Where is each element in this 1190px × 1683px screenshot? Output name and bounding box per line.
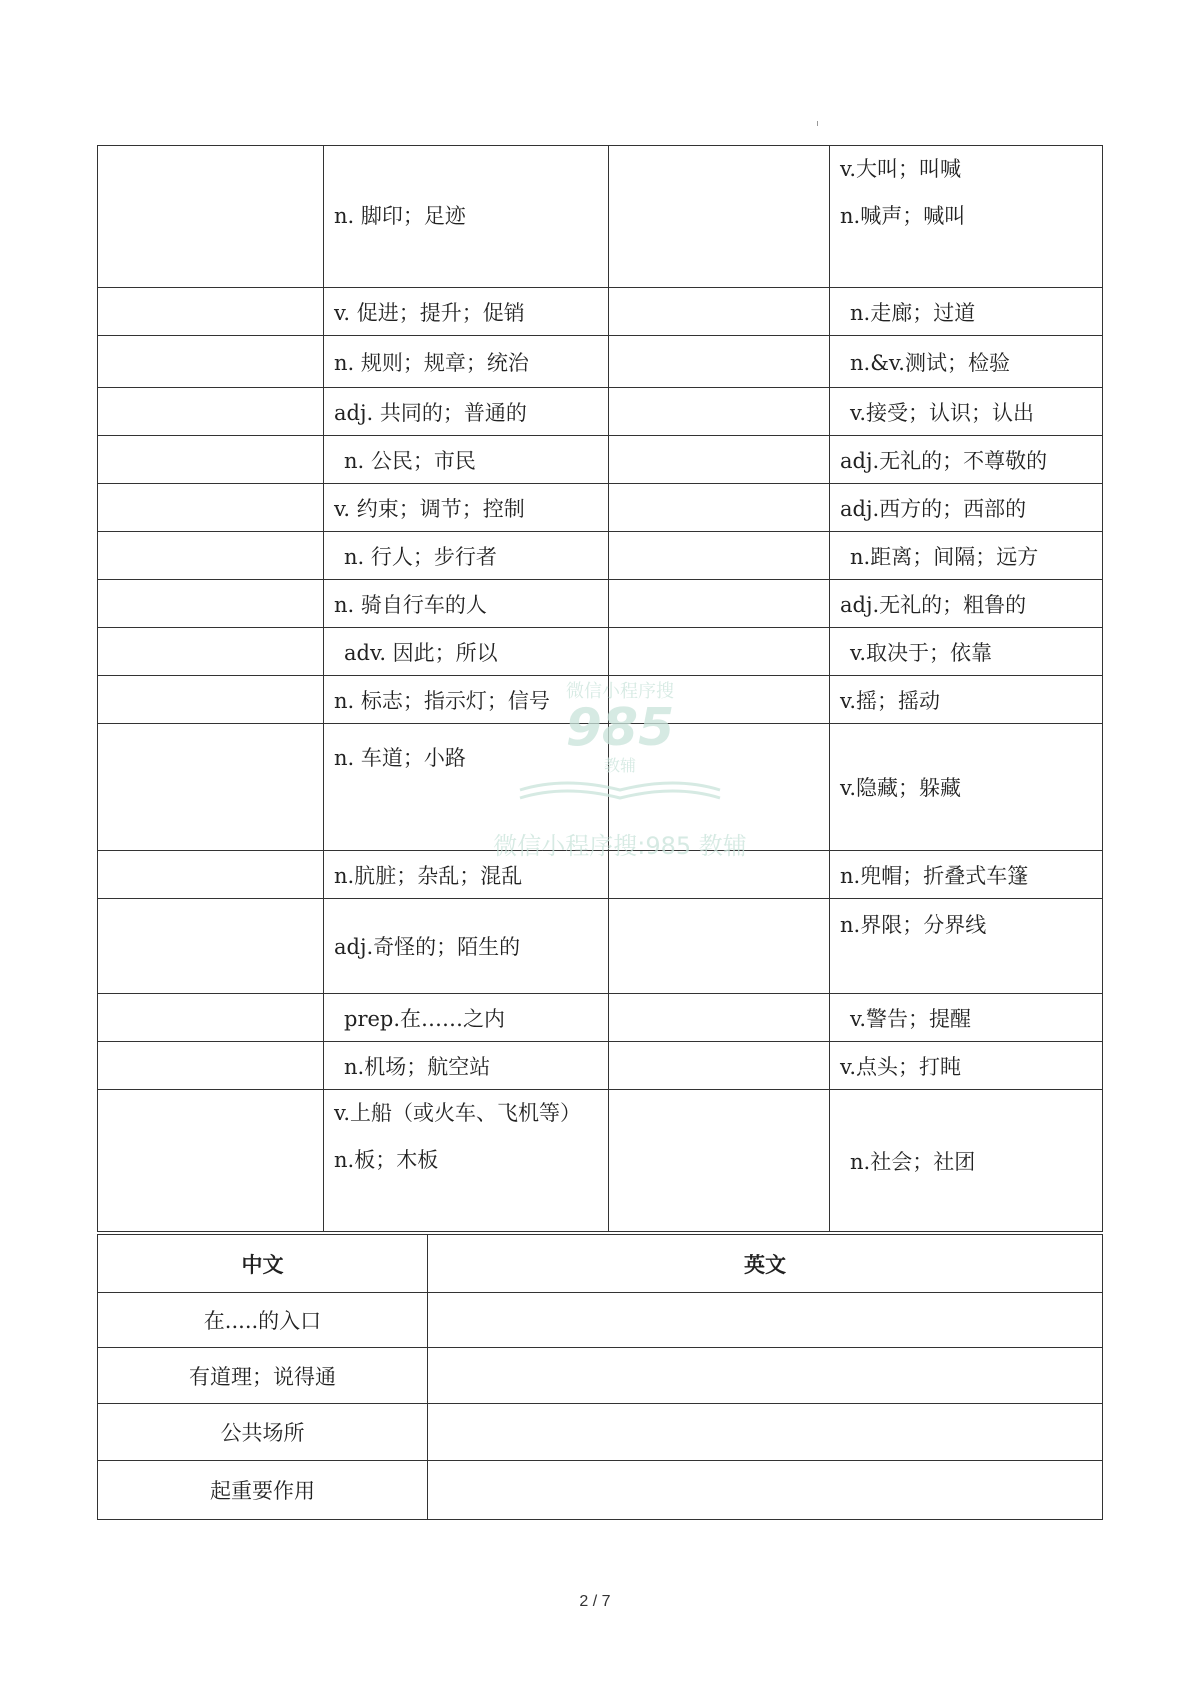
- definition-text: adj. 共同的；普通的: [334, 400, 527, 425]
- phrase-row: [98, 1348, 1103, 1404]
- phrase-chinese: 公共场所: [98, 1404, 428, 1461]
- vocab-row: [98, 580, 1103, 628]
- phrase-chinese: 起重要作用: [98, 1461, 428, 1520]
- english-column-header: 英文: [428, 1235, 1103, 1293]
- definition-cell: [324, 851, 609, 899]
- definition-cell: [324, 1042, 609, 1090]
- definition-cell: [324, 146, 609, 288]
- definition-cell: [324, 628, 609, 676]
- definition-cell: [830, 146, 1103, 288]
- phrase-english-answer[interactable]: [428, 1293, 1103, 1348]
- phrase-english-answer[interactable]: [428, 1404, 1103, 1461]
- answer-cell[interactable]: [609, 851, 830, 899]
- answer-cell[interactable]: [98, 484, 324, 532]
- answer-cell[interactable]: [98, 436, 324, 484]
- watermark-logo-number: 985: [565, 698, 675, 758]
- vocab-row: [98, 288, 1103, 336]
- definition-cell: [830, 724, 1103, 851]
- answer-cell[interactable]: [98, 1042, 324, 1090]
- answer-cell[interactable]: [609, 288, 830, 336]
- definition-text: n.肮脏；杂乱；混乱: [334, 863, 523, 888]
- phrase-chinese: 有道理；说得通: [98, 1348, 428, 1404]
- definition-cell: [830, 1090, 1103, 1232]
- definition-cell: [324, 288, 609, 336]
- answer-cell[interactable]: [609, 994, 830, 1042]
- answer-cell[interactable]: [609, 1042, 830, 1090]
- answer-cell[interactable]: [609, 336, 830, 388]
- definition-text: n. 骑自行车的人: [334, 592, 487, 617]
- vocab-row: [98, 851, 1103, 899]
- vocab-row: [98, 628, 1103, 676]
- answer-cell[interactable]: [609, 676, 830, 724]
- definition-text: n.距离；间隔；远方: [850, 544, 1039, 569]
- watermark-small-text: 微信小程序搜: [566, 681, 674, 702]
- definition-text: v. 约束；调节；控制: [334, 496, 525, 521]
- definition-text: n.机场；航空站: [344, 1054, 491, 1079]
- definition-cell: [830, 1042, 1103, 1090]
- vocabulary-table: [97, 145, 1103, 1232]
- definition-text: n.兜帽；折叠式车篷: [840, 863, 1029, 888]
- answer-cell[interactable]: [609, 484, 830, 532]
- definition-cell: [324, 336, 609, 388]
- definition-text: n.喊声；喊叫: [840, 204, 966, 228]
- answer-cell[interactable]: [609, 436, 830, 484]
- answer-cell[interactable]: [98, 899, 324, 994]
- definition-text: v. 促进；提升；促销: [334, 300, 525, 325]
- definition-cell: [830, 994, 1103, 1042]
- definition-cell: [830, 532, 1103, 580]
- watermark-line: 微信小程序搜:985 教辅: [493, 832, 747, 860]
- definition-cell: [324, 484, 609, 532]
- answer-cell[interactable]: [98, 336, 324, 388]
- definition-text: v.接受；认识；认出: [850, 400, 1035, 425]
- answer-cell[interactable]: [98, 580, 324, 628]
- vocab-row: [98, 436, 1103, 484]
- definition-cell: [324, 899, 609, 994]
- vocab-row: [98, 899, 1103, 994]
- answer-cell[interactable]: [98, 146, 324, 288]
- header-mark: [817, 121, 818, 126]
- definition-text: n. 公民；市民: [344, 448, 476, 473]
- definition-text: n.板；木板: [334, 1148, 439, 1172]
- vocab-row: [98, 1042, 1103, 1090]
- phrase-row: [98, 1404, 1103, 1461]
- definition-text: adj.无礼的；不尊敬的: [840, 448, 1048, 473]
- phrase-row: [98, 1293, 1103, 1348]
- definition-text: n.社会；社团: [850, 1149, 976, 1174]
- answer-cell[interactable]: [98, 1090, 324, 1232]
- definition-text: n. 规则；规章；统治: [334, 350, 529, 375]
- definition-text: v.隐藏；躲藏: [840, 776, 962, 800]
- page-number: 2 / 7: [579, 1593, 611, 1610]
- answer-cell[interactable]: [609, 899, 830, 994]
- definition-text: adj.奇怪的；陌生的: [334, 935, 521, 959]
- definition-text: v.警告；提醒: [850, 1006, 972, 1031]
- definition-cell: [324, 724, 609, 851]
- vocab-row: [98, 994, 1103, 1042]
- definition-cell: [830, 436, 1103, 484]
- phrase-chinese: 在.....的入口: [98, 1293, 428, 1348]
- answer-cell[interactable]: [98, 724, 324, 851]
- definition-cell: [324, 532, 609, 580]
- definition-text: n. 行人；步行者: [344, 544, 497, 569]
- phrase-row: [98, 1461, 1103, 1520]
- definition-cell: [324, 1090, 609, 1232]
- definition-cell: [830, 676, 1103, 724]
- definition-text: adj.无礼的；粗鲁的: [840, 592, 1027, 617]
- vocab-row: [98, 724, 1103, 851]
- definition-text: prep.在……之内: [344, 1006, 506, 1031]
- definition-text: adj.西方的；西部的: [840, 496, 1027, 521]
- answer-cell[interactable]: [609, 146, 830, 288]
- phrase-english-answer[interactable]: [428, 1461, 1103, 1520]
- answer-cell[interactable]: [98, 676, 324, 724]
- answer-cell[interactable]: [609, 724, 830, 851]
- definition-text: n. 标志；指示灯；信号: [334, 688, 550, 713]
- chinese-column-header: 中文: [98, 1235, 428, 1293]
- vocab-row: [98, 1090, 1103, 1232]
- answer-cell[interactable]: [609, 388, 830, 436]
- answer-cell[interactable]: [98, 994, 324, 1042]
- answer-cell[interactable]: [98, 532, 324, 580]
- answer-cell[interactable]: [609, 1090, 830, 1232]
- definition-cell: [324, 436, 609, 484]
- phrase-header-row: [98, 1235, 1103, 1293]
- definition-text: v.取决于；依靠: [850, 640, 993, 665]
- definition-cell: [830, 899, 1103, 994]
- answer-cell[interactable]: [98, 851, 324, 899]
- definition-cell: [324, 580, 609, 628]
- watermark-logo-tag: 教辅: [603, 756, 636, 775]
- vocab-row: [98, 676, 1103, 724]
- answer-cell[interactable]: [609, 628, 830, 676]
- vocab-row: [98, 146, 1103, 288]
- vocab-row: [98, 336, 1103, 388]
- definition-text: n. 脚印；足迹: [334, 204, 466, 228]
- answer-cell[interactable]: [98, 388, 324, 436]
- definition-cell: [830, 484, 1103, 532]
- definition-cell: [830, 580, 1103, 628]
- definition-text: v.摇；摇动: [840, 688, 941, 713]
- phrase-english-answer[interactable]: [428, 1348, 1103, 1404]
- definition-cell: [830, 288, 1103, 336]
- vocab-row: [98, 484, 1103, 532]
- answer-cell[interactable]: [609, 532, 830, 580]
- definition-cell: [324, 676, 609, 724]
- answer-cell[interactable]: [98, 288, 324, 336]
- definition-text: n.&v.测试；检验: [850, 350, 1010, 375]
- definition-text: n. 车道；小路: [334, 746, 466, 770]
- definition-text: v.大叫；叫喊: [840, 157, 962, 181]
- vocab-row: [98, 388, 1103, 436]
- definition-cell: [830, 336, 1103, 388]
- definition-text: v.上船（或火车、飞机等）: [334, 1101, 582, 1125]
- definition-cell: [830, 388, 1103, 436]
- definition-text: n.界限；分界线: [840, 913, 987, 937]
- definition-text: n.走廊；过道: [850, 300, 976, 325]
- definition-cell: [830, 628, 1103, 676]
- definition-cell: [324, 388, 609, 436]
- vocab-row: [98, 532, 1103, 580]
- answer-cell[interactable]: [98, 628, 324, 676]
- definition-text: adv. 因此；所以: [344, 640, 498, 665]
- phrase-table: [97, 1234, 1103, 1520]
- definition-text: v.点头；打盹: [840, 1054, 962, 1079]
- definition-cell: [830, 851, 1103, 899]
- definition-cell: [324, 994, 609, 1042]
- answer-cell[interactable]: [609, 580, 830, 628]
